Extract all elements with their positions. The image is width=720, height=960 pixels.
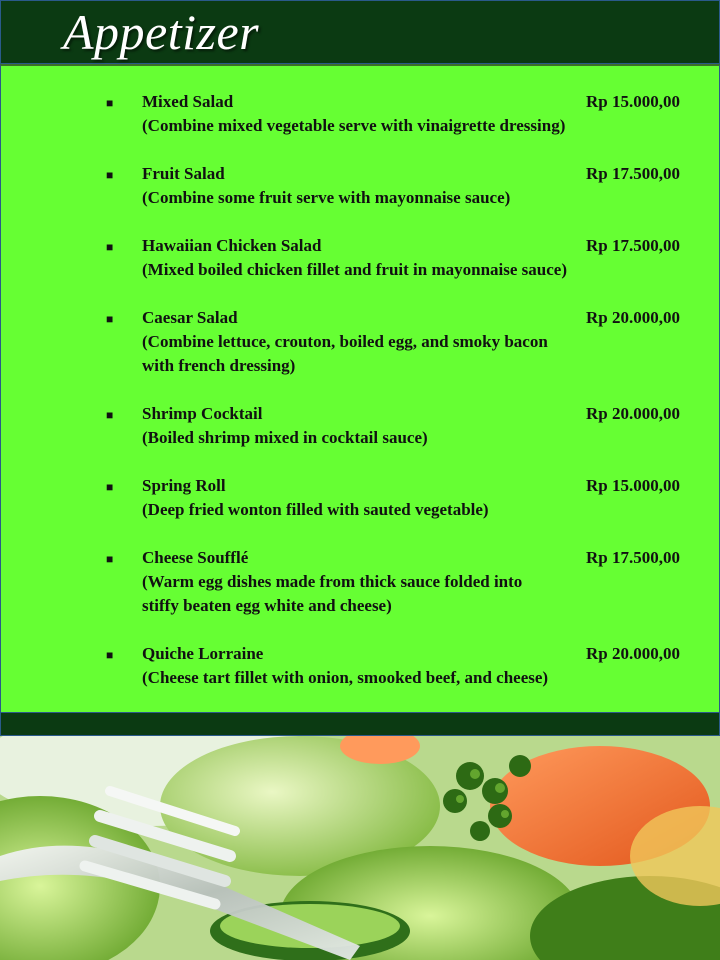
bullet-icon: ■	[106, 312, 114, 326]
item-description: (Warm egg dishes made from thick sauce folded into stiffy beaten egg white and cheese)	[142, 572, 523, 615]
item-description: (Mixed boiled chicken fillet and fruit in mayonnaise sauce)	[142, 260, 567, 279]
salad-photo	[0, 736, 720, 960]
item-description: (Combine mixed vegetable serve with vinaigrette dressing)	[142, 116, 566, 135]
item-name: Quiche Lorraine	[142, 644, 264, 663]
item-price: Rp 17.500,00	[586, 164, 680, 183]
bullet-icon: ■	[106, 408, 114, 422]
item-description: (Boiled shrimp mixed in cocktail sauce)	[142, 428, 428, 447]
bullet-icon: ■	[106, 648, 114, 662]
item-name: Fruit Salad	[142, 164, 225, 183]
bullet-icon: ■	[106, 168, 114, 182]
item-description: (Deep fried wonton filled with sauted vegetable)	[142, 500, 489, 519]
item-price: Rp 20.000,00	[586, 308, 680, 327]
item-description: (Combine lettuce, crouton, boiled egg, and smoky bacon with french dressing)	[142, 332, 548, 375]
item-name: Cheese Soufflé	[142, 548, 249, 567]
bullet-icon: ■	[106, 552, 114, 566]
item-description: (Combine some fruit serve with mayonnaise sauce)	[142, 188, 511, 207]
item-name: Caesar Salad	[142, 308, 238, 327]
item-name: Spring Roll	[142, 476, 226, 495]
salad-illustration	[0, 736, 720, 960]
item-price: Rp 15.000,00	[586, 476, 680, 495]
item-price: Rp 15.000,00	[586, 92, 680, 111]
item-price: Rp 17.500,00	[586, 236, 680, 255]
header-bar	[0, 0, 720, 64]
footer-bar	[0, 712, 720, 736]
bullet-icon: ■	[106, 96, 114, 110]
item-name: Hawaiian Chicken Salad	[142, 236, 322, 255]
item-name: Mixed Salad	[142, 92, 234, 111]
item-price: Rp 17.500,00	[586, 548, 680, 567]
bullet-icon: ■	[106, 480, 114, 494]
item-description: (Cheese tart fillet with onion, smooked beef, and cheese)	[142, 668, 549, 687]
bullet-icon: ■	[106, 240, 114, 254]
page-title: Appetizer	[63, 4, 260, 60]
item-price: Rp 20.000,00	[586, 644, 680, 663]
item-price: Rp 20.000,00	[586, 404, 680, 423]
item-name: Shrimp Cocktail	[142, 404, 263, 423]
